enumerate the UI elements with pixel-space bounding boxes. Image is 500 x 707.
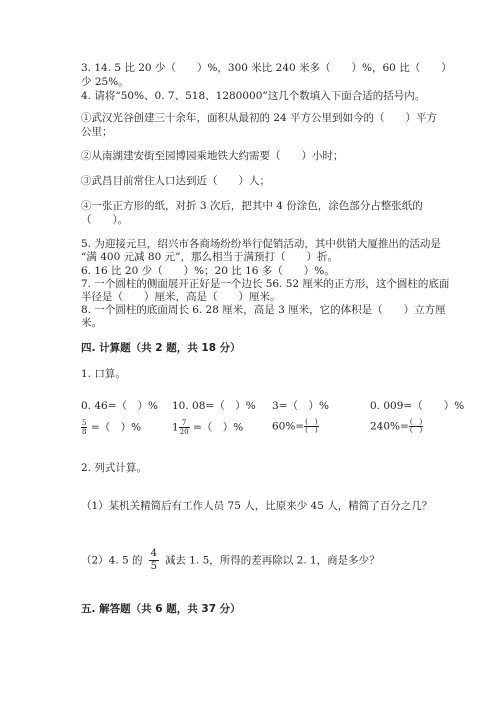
q8-line2: 米。: [81, 317, 102, 329]
q4-item1-line2: 公里；: [81, 126, 113, 138]
q4-item2: ②从南湖建安街至园博园乘地铁大约需要（ ）小时；: [81, 150, 344, 162]
oral-calc-1: 0. 46=（ ）%: [81, 400, 158, 412]
section4-heading: 四. 计算题（共 2 题，共 18 分）: [81, 342, 241, 354]
oral-calc-4: 0. 009=（ ）%: [370, 400, 465, 412]
q4-line1: 4. 请将“50%、0. 7、518、1280000”这几个数填入下面合适的括号内。: [81, 90, 426, 102]
q5-line2: “满 400 元减 80 元”，那么相当于满预打（ ）折。: [81, 251, 338, 263]
blank-fraction: ( ) ( ): [305, 418, 318, 434]
q7-line2: 半径是（ ）厘米，高是（ ）厘米。: [81, 291, 281, 303]
blank-fraction: ( ) ( ): [409, 418, 423, 434]
fraction-4-5: $\frac{4}{5}$: [150, 548, 157, 572]
q4-item3: ③武昌目前常住人口达到近（ ）人；: [81, 175, 270, 187]
q3-line1: 3. 14. 5 比 20 少（ ）%，300 米比 240 米多（ ）%，60 比（ ）: [81, 62, 452, 74]
oral-calc-2: 10. 08=（ ）%: [172, 400, 256, 412]
q4-item1-line1: ①武汉光谷创建三十余年，面积从最初的 24 平方公里到如今的（ ）平方: [81, 112, 438, 124]
fraction-5-8: $\frac{5}{8}$: [82, 419, 87, 436]
section5-heading: 五. 解答题（共 6 题，共 37 分）: [81, 603, 241, 615]
oral-calc-6: 1 $\frac{7}{20}$ =（ ）%: [172, 419, 244, 436]
q4-item4-line2: （ ）。: [81, 214, 129, 226]
oral-calc-5: $\frac{5}{8}$ =（ ）%: [82, 419, 142, 436]
q3-line2: 少 25%。: [81, 76, 129, 88]
q7-line1: 7. 一个圆柱的侧面展开正好是一个边长 56. 52 厘米的正方形，这个圆柱的底面: [81, 278, 450, 290]
fraction-7-20: $\frac{7}{20}$: [179, 419, 189, 436]
q2-title: 2. 列式计算。: [81, 462, 147, 474]
q1-title: 1. 口算。: [81, 368, 126, 380]
oral-calc-3: 3=（ ）%: [272, 400, 329, 412]
q6-line: 6. 16 比 20 少（ ）%；20 比 16 多（ ）%。: [81, 265, 335, 277]
oral-calc-8: 240%= ( ) ( ): [370, 418, 423, 434]
problem-1: （1）某机关精简后有工作人员 75 人，比原来少 45 人，精简了百分之几？: [81, 500, 433, 512]
oral-calc-7: 60%= ( ) ( ): [272, 418, 318, 434]
q8-line1: 8. 一个圆柱的底面周长 6. 28 厘米，高是 3 厘米，它的体积是（ ）立方厘: [81, 304, 446, 316]
q5-line1: 5. 为迎接元旦，绍兴市各商场纷纷举行促销活动，其中供销大厦推出的活动是: [81, 238, 441, 250]
q4-item4-line1: ④一张正方形的纸，对折 3 次后，把其中 4 份涂色，涂色部分占整张纸的: [81, 200, 423, 212]
problem-2: （2）4. 5 的 $\frac{4}{5}$ 减去 1. 5，所得的差再除以 2. 1，商是多少？: [81, 548, 380, 572]
